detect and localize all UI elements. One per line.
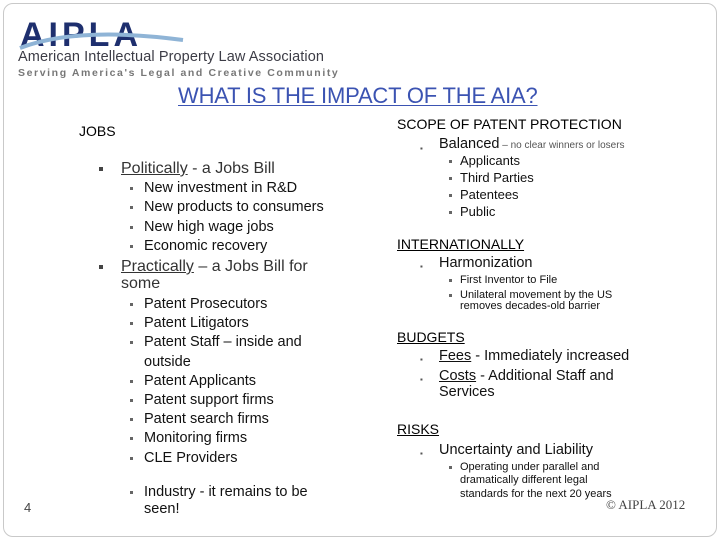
bullet-square bbox=[130, 187, 133, 190]
balanced-item bbox=[439, 136, 625, 152]
costs-rest-line1: - Additional Staff and bbox=[476, 368, 614, 384]
balanced-list-item: Public bbox=[460, 204, 496, 219]
balanced-list-item: Applicants bbox=[460, 153, 520, 168]
politically-rest: - a Jobs Bill bbox=[187, 160, 275, 177]
internationally-heading: INTERNATIONALLY bbox=[397, 236, 525, 252]
bullet-square bbox=[449, 177, 452, 180]
practically-list-item: CLE Providers bbox=[144, 449, 238, 466]
harmonization-item: Harmonization bbox=[439, 255, 533, 271]
bullet-square bbox=[449, 211, 452, 214]
scope-heading: SCOPE OF PATENT PROTECTION bbox=[397, 116, 622, 132]
practically-prefix: Practically bbox=[121, 258, 194, 275]
bullet-square bbox=[130, 303, 133, 306]
bullet-dot: ▪ bbox=[420, 355, 423, 364]
practically-rest-line1: – a Jobs Bill for bbox=[193, 258, 308, 275]
practically-list-item: Patent Litigators bbox=[144, 315, 249, 332]
bullet-square bbox=[130, 399, 133, 402]
politically-item bbox=[121, 160, 275, 178]
bullet-square bbox=[130, 226, 133, 229]
balanced-list-item: Third Parties bbox=[460, 170, 534, 185]
politically-list-item: Economic recovery bbox=[144, 237, 268, 254]
bullet-square bbox=[449, 160, 452, 163]
bullet-square bbox=[449, 294, 452, 297]
bullet-square bbox=[130, 245, 133, 248]
bullet-square bbox=[130, 437, 133, 440]
practically-list-item: outside bbox=[144, 353, 191, 370]
practically-item bbox=[121, 258, 308, 276]
practically-list-item: Patent search firms bbox=[144, 411, 269, 428]
logo-tagline: Serving America's Legal and Creative Community bbox=[18, 67, 340, 79]
operating-line2: dramatically different legal bbox=[460, 474, 588, 486]
practically-list-item: Monitoring firms bbox=[144, 430, 248, 447]
logo-wordmark: AIPLA bbox=[20, 18, 142, 54]
risks-heading: RISKS bbox=[397, 421, 440, 437]
jobs-heading: JOBS bbox=[79, 123, 116, 139]
industry-line1: Industry - it remains to be bbox=[144, 484, 308, 500]
bullet-square bbox=[130, 341, 133, 344]
bullet-square bbox=[99, 265, 103, 269]
costs-prefix: Costs bbox=[439, 368, 477, 384]
bullet-dot: ▪ bbox=[420, 144, 423, 153]
fees-prefix: Fees bbox=[439, 348, 472, 364]
operating-line1: Operating under parallel and bbox=[460, 461, 600, 473]
bullet-square bbox=[449, 279, 452, 282]
balanced-note: – no clear winners or losers bbox=[499, 140, 625, 151]
fees-rest: - Immediately increased bbox=[471, 348, 630, 364]
practically-list-item: Patent support firms bbox=[144, 392, 274, 408]
bullet-square bbox=[130, 322, 133, 325]
bullet-square bbox=[130, 418, 133, 421]
bullet-dot: ▪ bbox=[420, 375, 423, 384]
bullet-dot: ▪ bbox=[420, 262, 423, 271]
bullet-square bbox=[130, 380, 133, 383]
page-number: 4 bbox=[24, 500, 32, 515]
bullet-square bbox=[449, 194, 452, 197]
practically-list-item: Patent Prosecutors bbox=[144, 296, 268, 312]
bullet-square bbox=[449, 466, 452, 469]
politically-list-item: New investment in R&D bbox=[144, 180, 298, 196]
practically-list-item: Patent Applicants bbox=[144, 372, 257, 389]
unilateral-line1: Unilateral movement by the US bbox=[460, 289, 613, 301]
logo-org-name: American Intellectual Property Law Association bbox=[18, 49, 325, 65]
balanced-list-item: Patentees bbox=[460, 187, 519, 202]
copyright: © AIPLA 2012 bbox=[606, 497, 686, 512]
practically-rest-line2: some bbox=[121, 275, 161, 292]
costs-item bbox=[439, 368, 614, 384]
practically-list-item: Patent Staff – inside and bbox=[144, 334, 302, 351]
unilateral-line2: removes decades-old barrier bbox=[460, 300, 601, 312]
slide-title: WHAT IS THE IMPACT OF THE AIA? bbox=[178, 83, 538, 108]
balanced-label: Balanced bbox=[439, 136, 500, 152]
first-inventor-item: First Inventor to File bbox=[460, 274, 558, 286]
bullet-square bbox=[130, 457, 133, 460]
politically-list-item: New products to consumers bbox=[144, 199, 324, 216]
operating-line3: standards for the next 20 years bbox=[460, 488, 612, 500]
politically-list-item: New high wage jobs bbox=[144, 218, 274, 235]
politically-prefix: Politically bbox=[121, 160, 188, 177]
industry-line2: seen! bbox=[144, 501, 180, 517]
budgets-heading: BUDGETS bbox=[397, 329, 465, 345]
costs-rest-line2: Services bbox=[439, 384, 495, 400]
fees-item bbox=[439, 348, 629, 364]
bullet-square bbox=[130, 491, 133, 494]
uncertainty-item: Uncertainty and Liability bbox=[439, 442, 593, 458]
bullet-square bbox=[130, 206, 133, 209]
bullet-square bbox=[99, 167, 103, 171]
bullet-dot: ▪ bbox=[420, 449, 423, 458]
